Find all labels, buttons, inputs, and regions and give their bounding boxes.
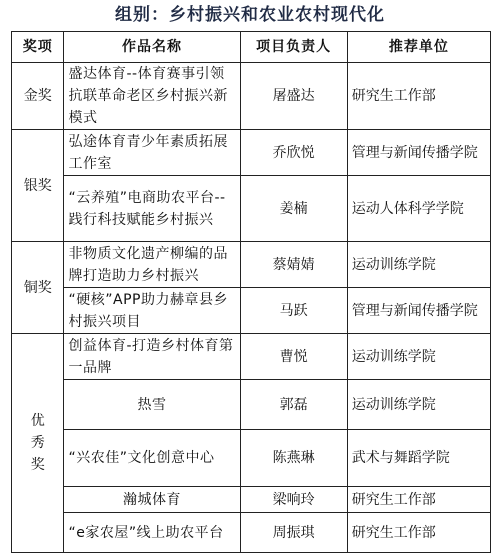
page-title: 组别：乡村振兴和农业农村现代化 <box>115 5 385 25</box>
award-excellent <box>12 334 64 553</box>
project-name: 弘途体育青少年素质拓展工作室 <box>64 130 240 176</box>
award-excellent-char: 奖 <box>30 457 45 473</box>
project-lead: 蔡婧婧 <box>240 242 347 288</box>
table-row <box>12 380 491 430</box>
recommending-unit: 运动训练学院 <box>347 334 490 380</box>
table-row <box>12 242 491 288</box>
awards-table <box>11 31 491 553</box>
recommending-unit: 运动训练学院 <box>347 380 490 430</box>
recommending-unit: 管理与新闻传播学院 <box>347 288 490 334</box>
award-gold: 金奖 <box>12 63 64 130</box>
table-row <box>12 430 491 487</box>
recommending-unit: 武术与舞蹈学院 <box>347 430 490 487</box>
project-lead: 陈燕琳 <box>240 430 347 487</box>
project-name: “兴农佳”文化创意中心 <box>64 430 240 487</box>
project-lead: 郭磊 <box>240 380 347 430</box>
table-row <box>12 130 491 176</box>
table-row <box>12 288 491 334</box>
recommending-unit: 研究生工作部 <box>347 63 490 130</box>
project-name: 热雪 <box>64 380 240 430</box>
project-lead: 周振琪 <box>240 513 347 553</box>
table-row <box>12 487 491 513</box>
recommending-unit: 管理与新闻传播学院 <box>347 130 490 176</box>
header-unit: 推荐单位 <box>347 32 490 63</box>
header-lead: 项目负责人 <box>240 32 347 63</box>
header-award: 奖项 <box>12 32 64 63</box>
project-lead: 梁响玲 <box>240 487 347 513</box>
table-row <box>12 176 491 242</box>
award-excellent-char: 秀 <box>30 435 45 451</box>
project-name: 瀚城体育 <box>64 487 240 513</box>
header-name: 作品名称 <box>64 32 240 63</box>
award-silver: 银奖 <box>12 130 64 242</box>
project-lead: 乔欣悦 <box>240 130 347 176</box>
project-lead: 马跃 <box>240 288 347 334</box>
project-lead: 姜楠 <box>240 176 347 242</box>
project-name: “云养殖”电商助农平台--践行科技赋能乡村振兴 <box>64 176 240 242</box>
table-row <box>12 63 491 130</box>
project-name: 盛达体育--体育赛事引领抗联革命老区乡村振兴新模式 <box>64 63 240 130</box>
recommending-unit: 研究生工作部 <box>347 487 490 513</box>
project-name: “硬核”APP助力赫章县乡村振兴项目 <box>64 288 240 334</box>
award-bronze: 铜奖 <box>12 242 64 334</box>
recommending-unit: 运动训练学院 <box>347 242 490 288</box>
table-header-row <box>12 32 491 63</box>
project-lead: 屠盛达 <box>240 63 347 130</box>
award-excellent-char: 优 <box>30 413 45 429</box>
table-row <box>12 334 491 380</box>
table-row <box>12 513 491 553</box>
project-name: 非物质文化遗产柳编的品牌打造助力乡村振兴 <box>64 242 240 288</box>
project-name: “e家农屋”线上助农平台 <box>64 513 240 553</box>
recommending-unit: 运动人体科学学院 <box>347 176 490 242</box>
project-name: 创益体育-打造乡村体育第一品牌 <box>64 334 240 380</box>
recommending-unit: 研究生工作部 <box>347 513 490 553</box>
project-lead: 曹悦 <box>240 334 347 380</box>
